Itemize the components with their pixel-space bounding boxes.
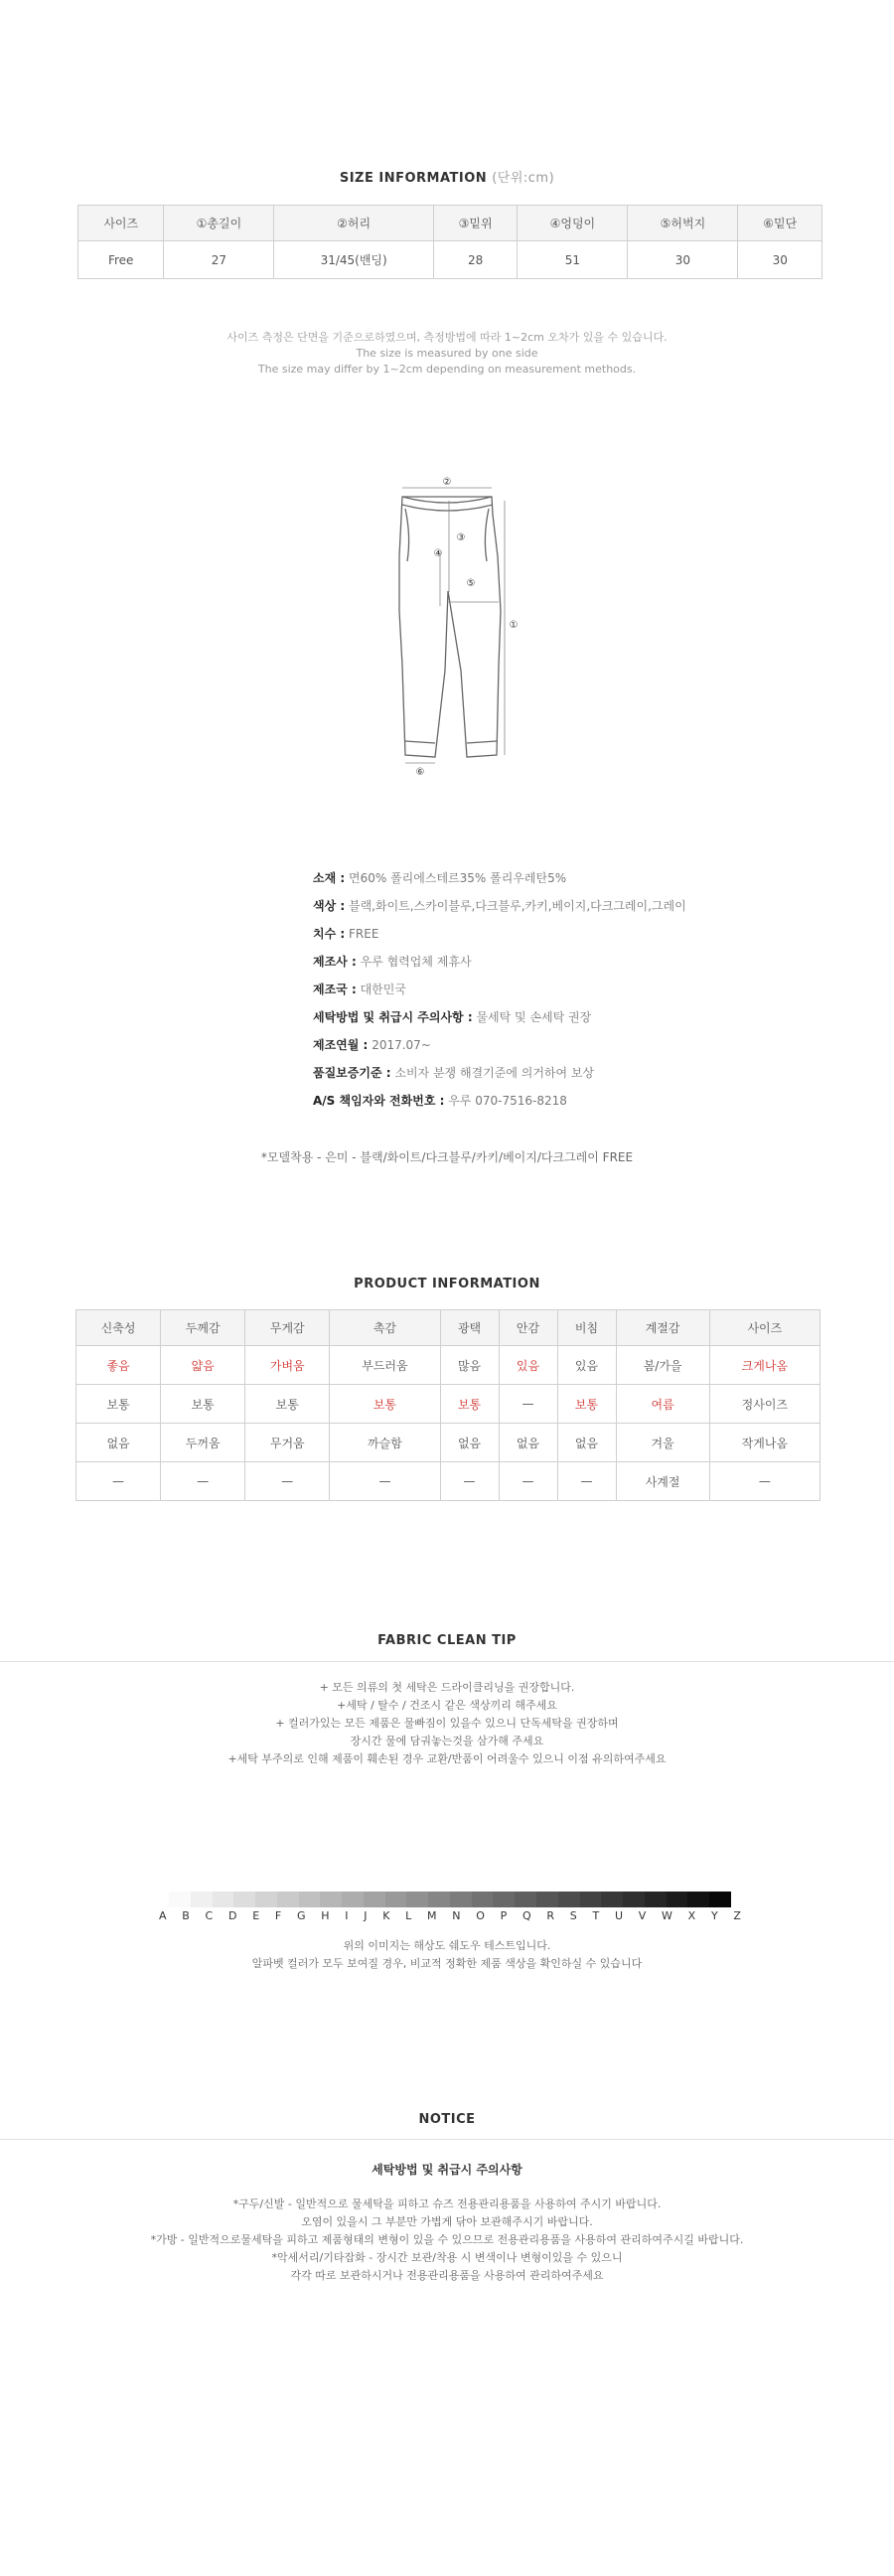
product-info-title: PRODUCT INFORMATION [354, 1277, 540, 1291]
product-header-cell: 광택 [440, 1310, 499, 1346]
gray-swatch [623, 1892, 645, 1907]
notice-line: 각각 따로 보관하시거나 전용관리용품을 사용하여 관리하여주세요 [290, 2269, 604, 2282]
gray-letter: P [500, 1909, 508, 1922]
spec-value: FREE [349, 927, 379, 941]
gray-letter: X [687, 1909, 696, 1922]
notice-line: *구두/신발 - 일반적으로 물세탁을 피하고 슈즈 전용관리용품을 사용하여 주시기 바랍니다. [232, 2197, 662, 2210]
size-header-cell: ⑥밑단 [738, 206, 822, 241]
size-info-title [0, 167, 894, 186]
gray-letter: B [182, 1909, 190, 1922]
product-cell: 부드러움 [330, 1346, 440, 1385]
gray-letter: E [252, 1909, 260, 1922]
product-cell: 크게나옴 [709, 1346, 820, 1385]
spec-item [313, 1031, 686, 1059]
notice-lines [0, 2196, 894, 2285]
product-cell: 없음 [440, 1424, 499, 1462]
size-notes [0, 330, 894, 378]
notice-title: NOTICE [418, 2112, 476, 2127]
gray-swatch [515, 1892, 536, 1907]
gray-letter: L [405, 1909, 412, 1922]
gray-swatch [320, 1892, 342, 1907]
product-cell: 보통 [330, 1385, 440, 1424]
size-header-cell: ④엉덩이 [518, 206, 628, 241]
spec-value: 우루 070-7516-8218 [448, 1094, 567, 1108]
product-header-cell: 사이즈 [709, 1310, 820, 1346]
product-cell: 보통 [440, 1385, 499, 1424]
size-info-title-text: SIZE INFORMATION [339, 171, 488, 186]
spec-value: 대한민국 [360, 983, 406, 996]
marker-waist: ② [442, 477, 452, 488]
spec-key: 치수 : [313, 927, 346, 941]
gray-letter: N [452, 1909, 461, 1922]
gray-letter: U [614, 1909, 624, 1922]
product-table-header [76, 1310, 820, 1346]
spec-key: 제조사 : [313, 955, 357, 969]
product-cell: 보통 [76, 1385, 161, 1424]
product-table-row [76, 1424, 820, 1462]
product-cell: 있음 [499, 1346, 557, 1385]
gray-scale-bar [169, 1892, 731, 1907]
size-cell: 30 [628, 241, 738, 279]
spec-value: 블랙,화이트,스카이블루,다크블루,카키,베이지,다크그레이,그레이 [349, 899, 686, 913]
gray-letter: A [159, 1909, 167, 1922]
fabric-tip-line: + 컬러가있는 모든 제품은 물빠짐이 있을수 있으니 단독세탁을 권장하며 [275, 1717, 619, 1730]
gray-letter: R [546, 1909, 555, 1922]
gray-swatch [687, 1892, 709, 1907]
gray-letter: I [345, 1909, 349, 1922]
size-table-row [78, 241, 822, 279]
gray-swatch [667, 1892, 688, 1907]
spec-key: 세탁방법 및 취급시 주의사항 : [313, 1010, 473, 1024]
size-header-cell: ①총길이 [164, 206, 274, 241]
product-cell: 사계절 [616, 1462, 709, 1501]
fabric-divider [0, 1661, 894, 1662]
notice-line: 오염이 있을시 그 부분만 가볍게 닦아 보관해주시기 바랍니다. [301, 2215, 593, 2228]
spec-key: 품질보증기준 : [313, 1066, 391, 1080]
gray-swatch [191, 1892, 213, 1907]
gray-letter: J [364, 1909, 368, 1922]
size-note-line: The size is measured by one side [356, 347, 538, 360]
product-table-row [76, 1462, 820, 1501]
product-header-cell: 안감 [499, 1310, 557, 1346]
fabric-tip-line: +세탁 / 탈수 / 건조시 같은 색상끼리 해주세요 [337, 1699, 557, 1712]
spec-item [313, 1087, 686, 1115]
marker-hem: ⑥ [415, 767, 425, 775]
gray-swatch [536, 1892, 558, 1907]
product-cell: 있음 [557, 1346, 616, 1385]
gray-swatch [428, 1892, 450, 1907]
gray-swatch [364, 1892, 385, 1907]
gray-swatch [601, 1892, 623, 1907]
gray-swatch [233, 1892, 255, 1907]
gray-note-line: 알파벳 컬러가 모두 보여질 경우, 비교적 정확한 제품 색상을 확인하실 수 있습니다 [251, 1957, 643, 1970]
gray-letter: Q [522, 1909, 531, 1922]
size-table-header [78, 206, 822, 241]
gray-swatch [213, 1892, 234, 1907]
spec-key: 색상 : [313, 899, 346, 913]
product-cell: — [499, 1462, 557, 1501]
product-cell: 좋음 [76, 1346, 161, 1385]
pants-waistband [402, 497, 493, 511]
product-cell: 얇음 [161, 1346, 245, 1385]
product-cell: — [245, 1462, 330, 1501]
notice-line: *악세서리/기타잡화 - 장시간 보관/착용 시 변색이나 변형이있을 수 있으니 [271, 2251, 623, 2264]
product-cell: — [440, 1462, 499, 1501]
product-cell: 겨울 [616, 1424, 709, 1462]
gray-letter: F [274, 1909, 282, 1922]
size-cell: 27 [164, 241, 274, 279]
model-note: *모델착용 - 은미 - 블랙/화이트/다크블루/카키/베이지/다크그레이 FREE [260, 1150, 634, 1164]
spec-key: 제조국 : [313, 983, 357, 996]
pants-cuff-left [405, 741, 435, 743]
product-cell: — [330, 1462, 440, 1501]
gray-swatch [580, 1892, 602, 1907]
fabric-tip-line: 장시간 물에 담궈놓는것을 삼가해 주세요 [350, 1735, 544, 1747]
gray-letter: W [662, 1909, 672, 1922]
spec-value: 우루 협력업체 제휴사 [360, 955, 472, 969]
product-cell: 없음 [76, 1424, 161, 1462]
size-table [77, 205, 822, 279]
product-cell: 없음 [557, 1424, 616, 1462]
gray-swatch [299, 1892, 321, 1907]
size-cell: 31/45(밴딩) [274, 241, 433, 279]
spec-key: A/S 책임자와 전화번호 : [313, 1094, 445, 1108]
gray-letter: M [427, 1909, 437, 1922]
product-cell: 작게나옴 [709, 1424, 820, 1462]
marker-hip: ④ [433, 548, 443, 559]
gray-letter: V [638, 1909, 647, 1922]
size-header-cell: 사이즈 [78, 206, 164, 241]
marker-rise: ③ [456, 532, 466, 543]
product-header-cell: 두께감 [161, 1310, 245, 1346]
spec-list [313, 864, 686, 1115]
fabric-tip-line: + 모든 의류의 첫 세탁은 드라이클리닝을 권장합니다. [319, 1681, 575, 1694]
gray-swatch [709, 1892, 731, 1907]
gray-scale-notes [0, 1937, 894, 1973]
product-cell: 무거움 [245, 1424, 330, 1462]
product-cell: 없음 [499, 1424, 557, 1462]
gray-letter: D [227, 1909, 237, 1922]
product-cell: 봄/가을 [616, 1346, 709, 1385]
size-info-section [0, 167, 894, 186]
size-note-line: 사이즈 측정은 단면을 기준으로하였으며, 측정방법에 따라 1~2cm 오차가 있을 수 있습니다. [226, 331, 668, 344]
gray-letter: O [476, 1909, 485, 1922]
size-cell: 51 [518, 241, 628, 279]
notice-line: *가방 - 일반적으로물세탁을 피하고 제품형태의 변형이 있을 수 있으므로 전용관리용품을 사용하여 관리하여주시길 바랍니다. [150, 2233, 744, 2246]
product-info-table [75, 1309, 820, 1501]
gray-swatch [493, 1892, 515, 1907]
gray-swatch [645, 1892, 667, 1907]
spec-item [313, 948, 686, 976]
pants-cuff-right [467, 741, 497, 743]
gray-letter: C [205, 1909, 214, 1922]
pants-measurement-diagram [377, 467, 536, 775]
product-header-cell: 촉감 [330, 1310, 440, 1346]
product-cell: — [557, 1462, 616, 1501]
gray-swatch [558, 1892, 580, 1907]
marker-thigh: ⑤ [466, 578, 476, 589]
fabric-tips [0, 1679, 894, 1768]
notice-divider [0, 2139, 894, 2140]
gray-letter: T [592, 1909, 600, 1922]
fabric-title: FABRIC CLEAN TIP [377, 1633, 517, 1648]
product-table-row [76, 1346, 820, 1385]
size-header-cell: ②허리 [274, 206, 433, 241]
product-header-cell: 비침 [557, 1310, 616, 1346]
marker-length: ① [509, 620, 519, 631]
product-cell: 두꺼움 [161, 1424, 245, 1462]
spec-item [313, 1059, 686, 1087]
gray-letter: K [382, 1909, 390, 1922]
gray-swatch [277, 1892, 299, 1907]
product-cell: 까슬함 [330, 1424, 440, 1462]
gray-letter: Z [733, 1909, 741, 1922]
spec-key: 제조연월 : [313, 1038, 369, 1052]
product-header-cell: 무게감 [245, 1310, 330, 1346]
gray-swatch [385, 1892, 407, 1907]
spec-item [313, 920, 686, 948]
product-cell: 가벼움 [245, 1346, 330, 1385]
product-cell: 보통 [557, 1385, 616, 1424]
spec-item [313, 1003, 686, 1031]
spec-item [313, 892, 686, 920]
gray-scale-letters [159, 1909, 741, 1925]
size-info-unit: (단위:cm) [492, 171, 555, 186]
gray-swatch [406, 1892, 428, 1907]
product-cell: — [709, 1462, 820, 1501]
gray-letter: G [296, 1909, 306, 1922]
gray-letter: Y [710, 1909, 718, 1922]
spec-item [313, 976, 686, 1003]
spec-item [313, 864, 686, 892]
product-cell: 보통 [245, 1385, 330, 1424]
gray-swatch [450, 1892, 472, 1907]
gray-swatch [342, 1892, 364, 1907]
gray-swatch [169, 1892, 191, 1907]
product-cell: 여름 [616, 1385, 709, 1424]
product-cell: — [161, 1462, 245, 1501]
product-table-row [76, 1385, 820, 1424]
spec-value: 물세탁 및 손세탁 권장 [476, 1010, 592, 1024]
product-cell: 보통 [161, 1385, 245, 1424]
size-header-cell: ③밑위 [433, 206, 518, 241]
product-cell: — [499, 1385, 557, 1424]
gray-swatch [472, 1892, 494, 1907]
pants-pocket [405, 509, 489, 561]
size-cell: 28 [433, 241, 518, 279]
product-header-cell: 신축성 [76, 1310, 161, 1346]
gray-swatch [255, 1892, 277, 1907]
gray-note-line: 위의 이미지는 해상도 쉐도우 테스트입니다. [343, 1939, 551, 1952]
gray-letter: S [569, 1909, 577, 1922]
product-cell: 정사이즈 [709, 1385, 820, 1424]
size-note-line: The size may differ by 1~2cm depending on measurement methods. [257, 363, 637, 376]
fabric-tip-line: +세탁 부주의로 인해 제품이 훼손된 경우 교환/반품이 어려울수 있으니 이점 유의하여주세요 [227, 1752, 667, 1765]
product-cell: 많음 [440, 1346, 499, 1385]
size-header-cell: ⑤허벅지 [628, 206, 738, 241]
gray-letter: H [321, 1909, 330, 1922]
spec-value: 2017.07~ [372, 1038, 431, 1052]
spec-value: 소비자 분쟁 해결기준에 의거하여 보상 [394, 1066, 595, 1080]
size-cell: Free [78, 241, 164, 279]
product-cell: — [76, 1462, 161, 1501]
notice-subtitle: 세탁방법 및 취급시 주의사항 [372, 2163, 522, 2177]
spec-value: 면60% 폴리에스테르35% 폴리우레탄5% [349, 871, 567, 885]
product-header-cell: 계절감 [616, 1310, 709, 1346]
spec-key: 소재 : [313, 871, 346, 885]
size-cell: 30 [738, 241, 822, 279]
